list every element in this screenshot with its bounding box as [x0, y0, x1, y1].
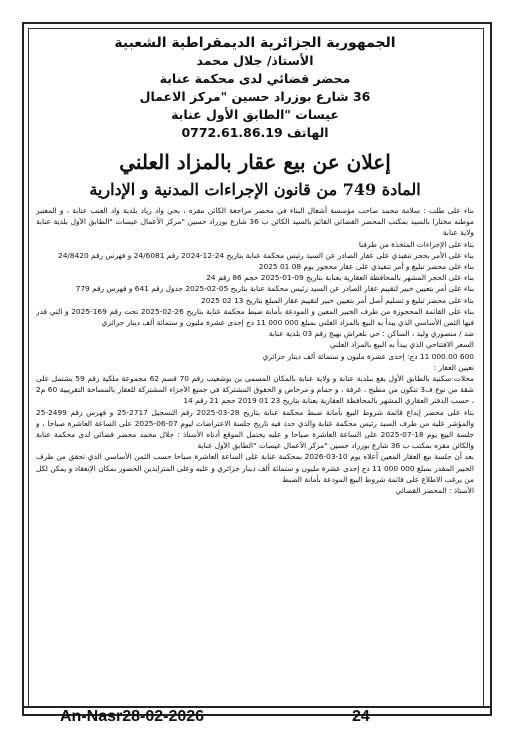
- lawyer-name: الأستاذ/ جلال محمد: [196, 53, 314, 68]
- office-district: عيسات "الطابق الأول عنابة: [171, 107, 339, 122]
- paragraph: بناء على الإجراءات المتخذة من طرفنا: [358, 239, 474, 249]
- paragraph: محلات سكنية بالطابق الأول يقع ببلدية عنابة و ولاية عنابة بالمكان المسمى بن بوشعيب رقم 70 قسم 62 مجموعة ملكية رقم 59 يشتمل على شقة من نوع ف3 تتكون من مطبخ ، غرفة ، و حمام و مرحاض و الحقوق المشتركة في جميع الأجزاء المشتركة للعقار بالمساحة التقريبية 60 م2 ، حسب الدفتر العقاري المشهر بالمحافظة العقارية بعنابة بتاريخ 23 01 2019 حجم 21 رقم 14: [36, 374, 474, 406]
- paragraph: بناء على أمر بتعيين خبير لتقييم عقار الصادر عن السيد رئيس محكمة عنابة بتاريخ 05-02-2025 جدول رقم 641 و فهرس رقم 779: [75, 284, 474, 294]
- office-header: [36, 34, 474, 142]
- office-title: محضر قضائي لدى محكمة عنابة: [159, 71, 351, 86]
- signature-line: الأستاذ : المحضر القضائي: [395, 486, 474, 496]
- paragraph: بناء على الأمر بحجز تنفيذي على عقار الصادر عن السيد رئيس محكمة عنابة بتاريخ 24-12-2024 رقم 24/6081 و فهرس رقم 24/8420: [58, 250, 474, 260]
- announcement-subtitle: المادة 749 من قانون الإجراءات المدنية و الإدارية: [89, 180, 421, 199]
- page-footer: [22, 706, 492, 728]
- paragraph: بناء على محضر تبليغ و أمر تنفيذي على عقار محجوز يوم 08 01 2025: [258, 262, 474, 272]
- newspaper-date: An-Nasr28-02-2026: [60, 708, 205, 725]
- office-phone: الهاتف 0772.61.86.19: [181, 125, 329, 140]
- announcement-body: [36, 205, 474, 496]
- paragraph: بناء على الحجز المشهر بالمحافظة العقارية بعنابة بتاريخ 09-01-2025 حجم 86 رقم 24: [206, 273, 474, 283]
- paragraph: بناء على محضر إيداع قائمة شروط البيع بأمانة ضبط محكمة عنابة بتاريخ 28-03-2025 رقم التسجيل 2717-25 و فهرس رقم 2499-25 والمؤشر عليه من طرف السيد رئيس محكمة عنابة والذي حدد فيه تاريخ جلسة الاعتراضات ليوم 07-06-2025 على الساعة العاشرة صباحا ، و جلسة البيع يوم 18-07-2025 على الساعة العاشرة صباحا و عليه يحتمل الموقع أدناه الأستاذ : جلال محمد محضر قضائي لدى محكمة عنابة والكائن مقره بمكتب ب 36 شارع بوزراد حسين "مركز الأعمال عيسات "الطابق الأول عنابة: [36, 407, 474, 451]
- office-address: 36 شارع بوزراد حسين "مركز الاعمال: [139, 89, 371, 104]
- republic-line: الجمهورية الجزائرية الديمقراطية الشعبية: [114, 35, 396, 51]
- paragraph: بناء على طلب : سلامة محمد صاحب مؤسسة أشغال البناء في محضر مراجعة الكائن مقره ، بحي واد زياد بلدية واد العنب عنابة ، و المعتبر موطنه مختارا بالسيد بمكتب المحضر القضائي القائم بالسيد الكائن ب 36 شارع بوزراد حسين "مركز الأعمال عيسات "الطابق الأول بلدية عنابة ولاية عنابة: [36, 206, 474, 238]
- paragraph: بعد أن جلسة بيع العقار المعين أعلاه يوم 10-03-2026 بمحكمة عنابة على الساعة العاشرة صباحا حسب الثمن الأساسي الذي تحقق من طرف الخبير المقدر بمبلغ 000 000 11 دج إحدى عشرة مليون و ستمائة ألف دينار جزائري و عليه وعلى المتزايدين الحضور بمكان الإنعقاد و يمكن لكل من يرغب الاطلاع على قائمة شروط البيع المودعة بأمانة الضبط: [36, 452, 474, 484]
- paragraph: 600 000.00 11 دج: إحدى عشرة مليون و ستمائة ألف دينار جزائري: [262, 351, 474, 361]
- paragraph: بناء على محضر تبليغ و تسليم أصل أمر بتعيين خبير لتقييم عقار المبلغ بتاريخ 13 02 2025: [201, 295, 474, 305]
- paragraph: تعيين العقار :: [433, 362, 474, 372]
- paragraph: السعر الافتتاحي الذي يبدأ به البيع بالمزاد العلني: [329, 340, 474, 350]
- announcement-title: إعلان عن بيع عقار بالمزاد العلني: [119, 150, 391, 174]
- page-number: 24: [352, 708, 370, 725]
- paragraph: بناء على القائمة المحجوزة من طرف الخبير المعين و المودعة بأمانة ضبط محكمة عنابة بتاريخ 26-02-2025 تحت رقم 169-2025 و التي قدر فيها الثمن الأساسي الذي يبدأ به البيع بالمزاد العلني بمبلغ 000 000 11 دج إحدى عشرة مليون و ستمائة ألف دينار جزائري: [36, 306, 474, 328]
- paragraph: ضد / منصوري وليد ، الساكن : حي بلعراش بهيج رقم 03 بلدية عنابة: [268, 329, 474, 339]
- announcement: [36, 34, 474, 706]
